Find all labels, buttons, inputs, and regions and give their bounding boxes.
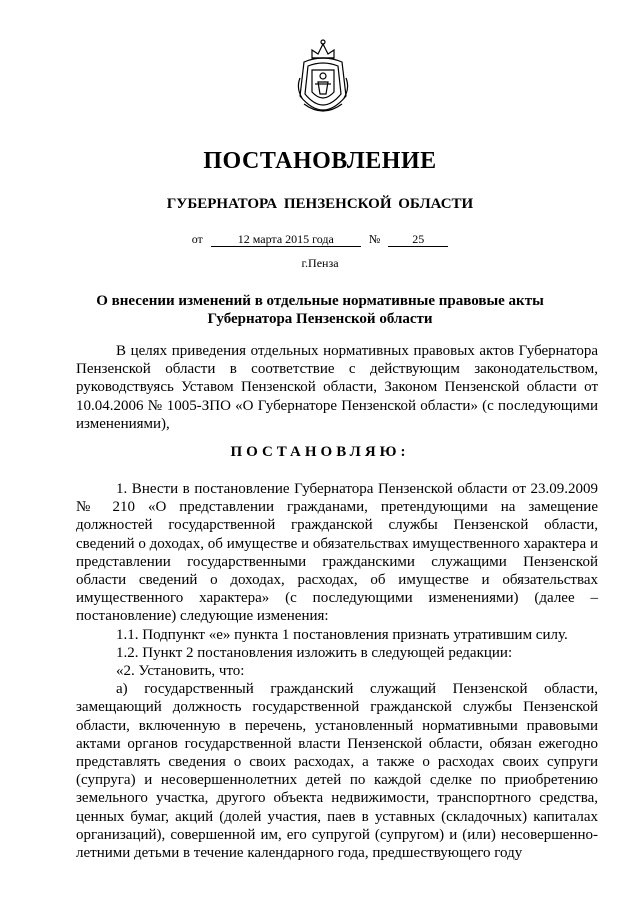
document-subject [80, 292, 560, 328]
paragraph-2-intro: «2. Установить, что: [116, 663, 245, 680]
coat-of-arms-emblem [290, 38, 356, 124]
subject-line-2: Губернатора Пензенской области [207, 311, 433, 327]
decree-heading: ПОСТАНОВЛЯЮ: [230, 444, 410, 460]
date-number-line [0, 232, 640, 247]
number-sign: № [368, 232, 381, 246]
document-number: 25 [388, 232, 448, 247]
date-prefix: от [191, 232, 203, 246]
document-city: г.Пенза [301, 256, 339, 270]
decree-content [76, 480, 598, 862]
preamble [76, 342, 598, 433]
paragraph-1-2: 1.2. Пункт 2 постановления изложить в следующей редакции: [116, 644, 513, 661]
document-date: 12 марта 2015 года [211, 232, 361, 247]
paragraph-2-a: а) государственный гражданский служащий Пензенской области, замещающий должность государственной гражданской службы Пензенской области, включенную в перечень, установленный нормативными правовыми актами органов государственной власти Пензенской области, обязан ежегодно представлять сведения о своих расходах, а также о расходах своих супруги (супруга) и несовершеннолетних детей по каждой сделке по приобретению земельного участка, другого объекта недвижимости, транспортного средства, ценных бумаг, акций (долей участия, паев в уставных (складочных) капиталах организаций), совершенной им, его супругой (супругом) и (или) несовершенно-летними детьми в течение календарного года, предшествующего году [76, 681, 598, 862]
subject-line-1: О внесении изменений в отдельные нормативные правовые акты [96, 293, 544, 309]
paragraph-1: 1. Внести в постановление Губернатора Пензенской области от 23.09.2009 № 210 «О представлении гражданами, претендующими на замещение должностей государственной гражданской службы Пензенской области, сведений о доходах, об имуществе и обязательствах имущественного характера и представлении государственными гражданскими служащими Пензенской области сведений о доходах, расходах, об имуществе и обязательствах имущественного характера» (с последующими изменениями) (далее – постановление) следующие изменения: [76, 481, 598, 625]
preamble-paragraph: В целях приведения отдельных нормативных правовых актов Губернатора Пензенской области в соответствие с действующим законодательством, руководствуясь Уставом Пензенской области, Законом Пензенской области от 10.04.2006 № 1005-ЗПО «О Губернаторе Пензенской области» (с последующими изменениями), [76, 343, 598, 432]
document-issuer: ГУБЕРНАТОРА ПЕНЗЕНСКОЙ ОБЛАСТИ [166, 196, 474, 212]
paragraph-1-1: 1.1. Подпункт «е» пункта 1 постановления признать утратившим силу. [116, 626, 568, 643]
document-title: ПОСТАНОВЛЕНИЕ [203, 148, 437, 174]
